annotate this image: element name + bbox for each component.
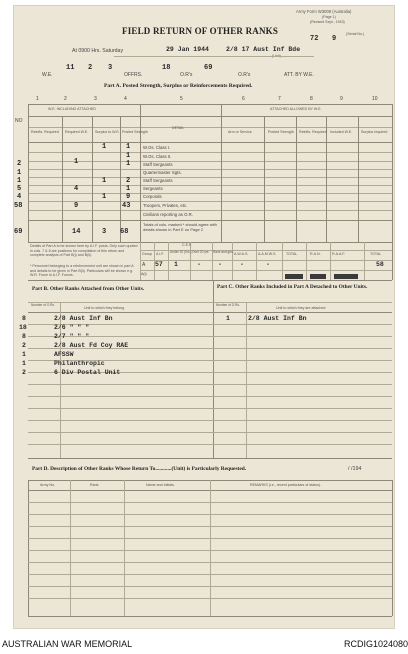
ors-label-2: O.R's (238, 72, 251, 78)
part-c-col2: Unit to which they are attached (276, 306, 326, 310)
document-page (14, 6, 394, 628)
footer-right-id: RCDIG1024080 (344, 639, 408, 649)
totals-c2: 14 (72, 228, 81, 236)
breakdown-rank-value: - (218, 261, 222, 268)
part-b-num-6: 1 (22, 360, 26, 367)
breakdown-under20-value: 1 (174, 261, 178, 268)
part-b-col2: Unit to which they belong (84, 306, 125, 310)
return-date: 29 Jan 1944 (166, 46, 209, 53)
header-reinfts: Reinfts. Required (31, 130, 59, 134)
part-d-col-remarks: REMARKS (i.e., recent particulars of status). (250, 483, 322, 487)
breakdown-col-ran: R.A.N. (310, 252, 321, 256)
row-7-c4: 9 (126, 193, 131, 201)
row-7-left: 4 (17, 193, 22, 201)
col-number-4: 4 (124, 96, 127, 102)
row-6-c2: 4 (74, 185, 79, 193)
part-c-unit-1: 2/8 Aust Inf Bn (248, 315, 307, 322)
row-1-c4: 1 (126, 143, 131, 151)
row-detail-6: Sergeants (143, 186, 163, 191)
part-b-unit-4: 2/8 Aust Fd Coy RAE (54, 342, 129, 349)
col-number-5: 5 (180, 96, 183, 102)
unit-name: 2/8 17 Aust Inf Bde (226, 46, 301, 53)
row-8-left: 58 (14, 202, 23, 210)
serial-number-value: 9 (332, 35, 337, 43)
header-reinfts-2: Reinfts. Required (299, 130, 327, 134)
att-by-we-label: ATT. BY W.E. (284, 72, 314, 78)
breakdown-col-under20: Under 20 (Vic.) (170, 250, 192, 254)
part-b-num-7: 2 (22, 369, 26, 376)
part-c-num-1: 1 (226, 315, 230, 322)
breakdown-awas-value: - (240, 261, 244, 268)
row-5-c3: 1 (102, 177, 107, 185)
we-value-2: 2 (88, 64, 93, 72)
breakdown-col-rank: Rank and gen. (213, 250, 234, 254)
col-number-8: 8 (310, 96, 313, 102)
footer-left-label: AUSTRALIAN WAR MEMORIAL (2, 639, 133, 649)
serial-prefix: 72 (310, 35, 319, 43)
breakdown-header: C.E.F. (182, 243, 192, 247)
note-2: * Personnel belonging to a reinforcement unit are shown in part A and details to be given in Part B(ii). Particulars will be shown e.g. W.R. Force in A.I.F. Forces. (30, 264, 134, 278)
header-surplus-2: Surplus required (361, 130, 388, 134)
unit-label: (Unit) (272, 54, 281, 58)
army-form-label: Army Form W3009 (Australia) (296, 9, 352, 14)
part-c-title: Part C. Other Ranks Included in Part A Detached to Other Units. (217, 284, 368, 290)
part-b-num-3: 8 (22, 333, 26, 340)
breakdown-aamws-value: - (266, 261, 270, 268)
col-number-7: 7 (278, 96, 281, 102)
part-b-num-1: 8 (22, 315, 26, 322)
col-number-10: 10 (372, 96, 378, 102)
detail-header: DETAIL (172, 126, 185, 130)
row-3-c4: 1 (126, 160, 131, 168)
part-c-col1: Number of O.Rs. (216, 303, 240, 307)
breakdown-col-over20: Over 20 yrs (192, 250, 209, 254)
we-value-3: 3 (108, 64, 113, 72)
row-8-c4: 43 (122, 202, 131, 210)
header-required: Required W.E. (65, 130, 89, 134)
archive-footer (0, 636, 408, 654)
we-group-label: W.E. INCLUDING ATTACHED (48, 107, 96, 111)
redaction-mark (285, 274, 303, 279)
row-5-c4: 2 (126, 177, 131, 185)
ors-value: 69 (204, 64, 213, 72)
part-d-date-blank: / /194 (348, 466, 362, 472)
row-7-c3: 1 (102, 193, 107, 201)
row-detail-4: Quartermaster Sgts. (143, 170, 182, 175)
revised-label: (Revised Sept., 1943) (310, 20, 345, 24)
breakdown-total-value: 58 (376, 261, 384, 268)
row-3-left: 2 (17, 160, 22, 168)
breakdown-row-a: A (142, 262, 146, 268)
part-d-col-army-no: Army No. (40, 483, 55, 487)
row-detail-8: Troopers, Privates, etc. (143, 203, 188, 208)
row-6-c4: 1 (126, 185, 131, 193)
col-number-9: 9 (340, 96, 343, 102)
totals-label: Totals of cols. marked * should agree with details shown in Part E on Page 2 (143, 222, 217, 232)
totals-c4: 68 (120, 228, 129, 236)
row-detail-1: W.Os. Class I. (143, 145, 171, 150)
header-posted-2: Posted Strength (268, 130, 294, 134)
part-b-unit-5: AFSSW (54, 351, 74, 358)
form-title: FIELD RETURN OF OTHER RANKS (122, 26, 279, 36)
we-value-1: 11 (66, 64, 75, 72)
redaction-mark (334, 274, 358, 279)
ors-label: O.R's (180, 72, 193, 78)
header-arm-service: Arm or Service (228, 130, 252, 134)
row-2-c4: 1 (126, 152, 131, 160)
part-b-unit-6: Philanthropic (54, 360, 105, 367)
breakdown-col-group: Group (142, 252, 152, 256)
totals-left: 69 (14, 228, 23, 236)
serial-number-label: (Serial No.) (346, 32, 365, 36)
row-5-left: 1 (17, 177, 22, 185)
part-d-title: Part D. Description of Other Ranks Whose Return To............(Unit) is Particularly Requested. (32, 466, 247, 472)
row-detail-2: W.Os. Class II. (143, 154, 172, 159)
header-included: Included W.E. (330, 130, 353, 134)
part-d-col-rank: Rank. (90, 483, 100, 487)
part-b-num-2: 18 (19, 324, 27, 331)
part-b-title: Part B. Other Ranks Attached from Other Units. (32, 286, 145, 292)
part-b-unit-3: 2/7 " " " (54, 333, 90, 340)
breakdown-aif-value: 57 (155, 261, 163, 268)
row-detail-9: Civilians reporting as O.R. (143, 212, 193, 217)
breakdown-over20-value: - (197, 261, 201, 268)
offrs-value: 18 (162, 64, 171, 72)
part-d-col-name: Name and Initials. (146, 483, 175, 487)
header-surplus: Surplus to W.E. (95, 130, 120, 134)
breakdown-col-raaf: R.A.A.F. (332, 252, 346, 256)
breakdown-col-total: TOTAL (286, 252, 298, 256)
col-number-6: 6 (242, 96, 245, 102)
totals-c3: 3 (102, 228, 107, 236)
row-8-c2: 9 (74, 202, 79, 210)
row-1-c3: 1 (102, 143, 107, 151)
part-b-num-5: 1 (22, 351, 26, 358)
part-b-num-4: 2 (22, 342, 26, 349)
breakdown-col-awas: A.W.A.S. (234, 252, 249, 256)
row-detail-5: Staff Sergeants (143, 178, 173, 183)
part-b-unit-7: 6 Div Postal Unit (54, 369, 121, 376)
col-number-1: 1 (36, 96, 39, 102)
row-4-left: 1 (17, 169, 22, 177)
breakdown-row-ai: A(i) (141, 272, 147, 276)
part-b-col1: Number of O.Rs. (31, 303, 55, 307)
col-number-2: 2 (64, 96, 67, 102)
breakdown-col-aamws: A.A.M.W.S. (258, 252, 277, 256)
note-1: Details of Part A to be shown here by A.I.F. posts. Only such quoted in cols. 7 & 8 are positions for compilation of this return and complete analysis of Part B(i) and B(ii). (30, 244, 138, 258)
page-ref: (Page 1) (322, 15, 336, 19)
row-detail-3: Staff Sergeants (143, 162, 173, 167)
part-a-title: Part A. Posted Strength, Surplus or Reinforcements Required. (104, 83, 253, 89)
part-b-unit-2: 2/6 " " " (54, 324, 90, 331)
we-label: W.E. (42, 72, 53, 78)
row-6-left: 5 (17, 185, 22, 193)
row-detail-7: Corporals (143, 194, 162, 199)
breakdown-col-total-2: TOTAL (370, 252, 382, 256)
header-posted: Posted Strength (122, 130, 148, 134)
row-3-c2: 1 (74, 158, 79, 166)
breakdown-col-aif: A.I.F. (156, 252, 165, 256)
part-b-unit-1: 2/8 Aust Inf Bn (54, 315, 113, 322)
side-label: NO (15, 118, 23, 124)
offrs-label: OFFRS. (124, 72, 143, 78)
attached-group-label: ATTACHED ALLOWED BY W.E. (270, 107, 322, 111)
at-hours-label: At 0900 Hrs. Saturday (72, 48, 124, 54)
redaction-mark (310, 274, 326, 279)
col-number-3: 3 (94, 96, 97, 102)
